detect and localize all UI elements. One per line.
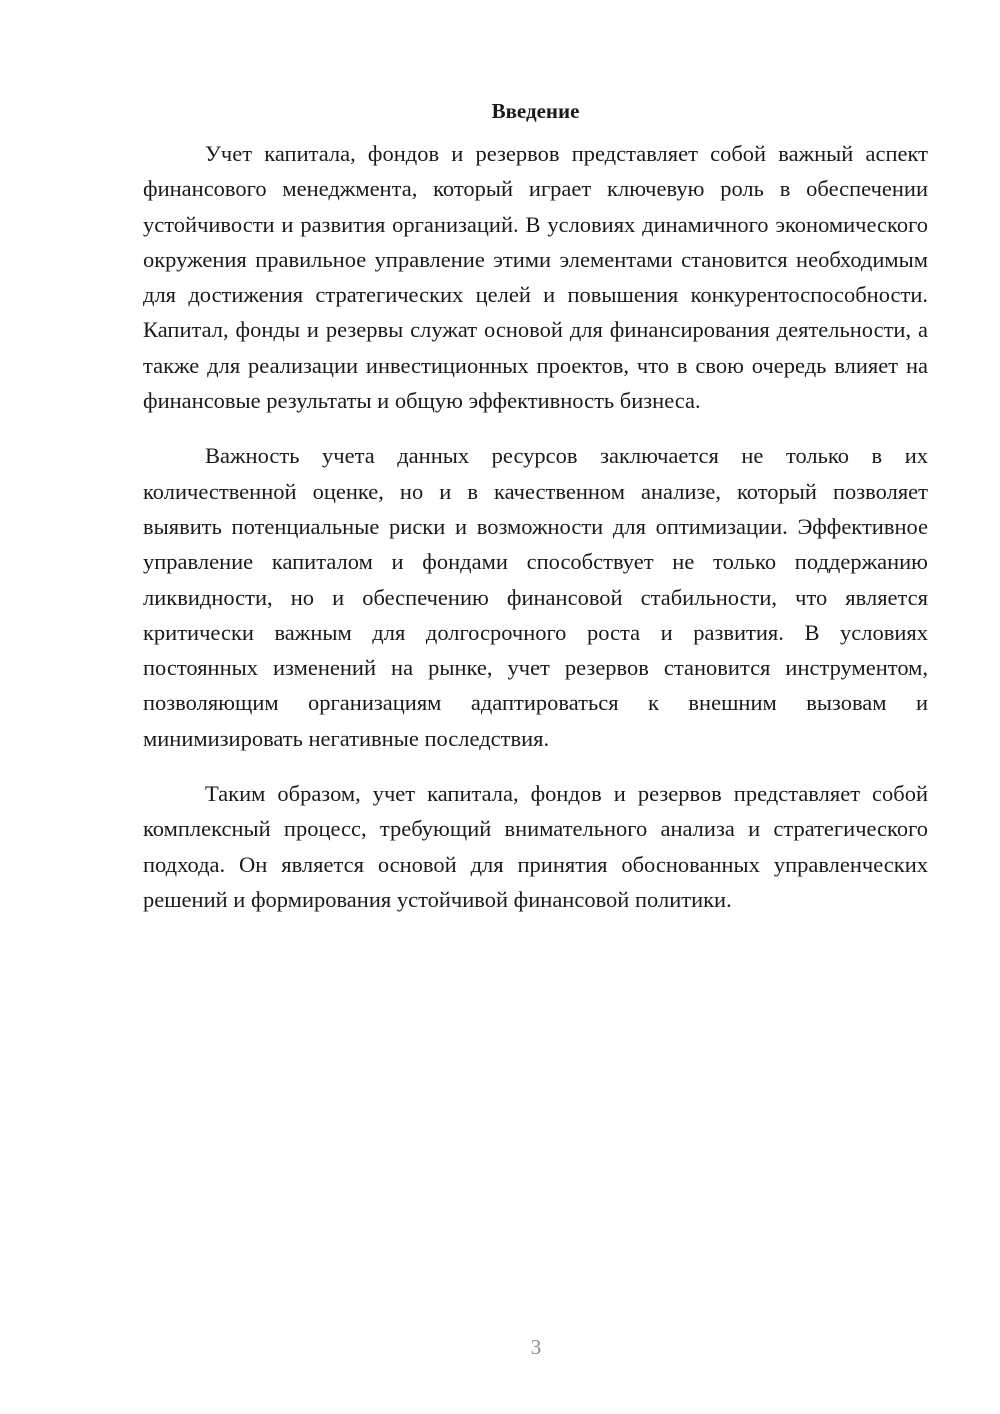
page-number: 3 <box>530 1335 542 1359</box>
section-title: Введение <box>491 99 580 123</box>
page-content <box>143 96 928 937</box>
paragraph-3: Таким образом, учет капитала, фондов и резервов представляет собой комплексный процесс, требующий внимательного анализа и стратегического подхода. Он является основой для принятия обоснованных управленческих решений и формирования устойчивой финансовой политики. <box>143 781 928 912</box>
paragraph-2: Важность учета данных ресурсов заключается не только в их количественной оценке, но и в качественном анализе, который позволяет выявить потенциальные риски и возможности для оптимизации. Эффективное управление капиталом и фондами способствует не только поддержанию ликвидности, но и обеспечению финансовой стабильности, что является критически важным для долгосрочного роста и развития. В условиях постоянных изменений на рынке, учет резервов становится инструментом, позволяющим организациям адаптироваться к внешним вызовам и минимизировать негативные последствия. <box>143 443 928 751</box>
paragraph-1: Учет капитала, фондов и резервов представляет собой важный аспект финансового менеджмента, который играет ключевую роль в обеспечении устойчивости и развития организаций. В условиях динамичного экономического окружения правильное управление этими элементами становится необходимым для достижения стратегических целей и повышения конкурентоспособности. Капитал, фонды и резервы служат основой для финансирования деятельности, а также для реализации инвестиционных проектов, что в свою очередь влияет на финансовые результаты и общую эффективность бизнеса. <box>143 141 928 414</box>
